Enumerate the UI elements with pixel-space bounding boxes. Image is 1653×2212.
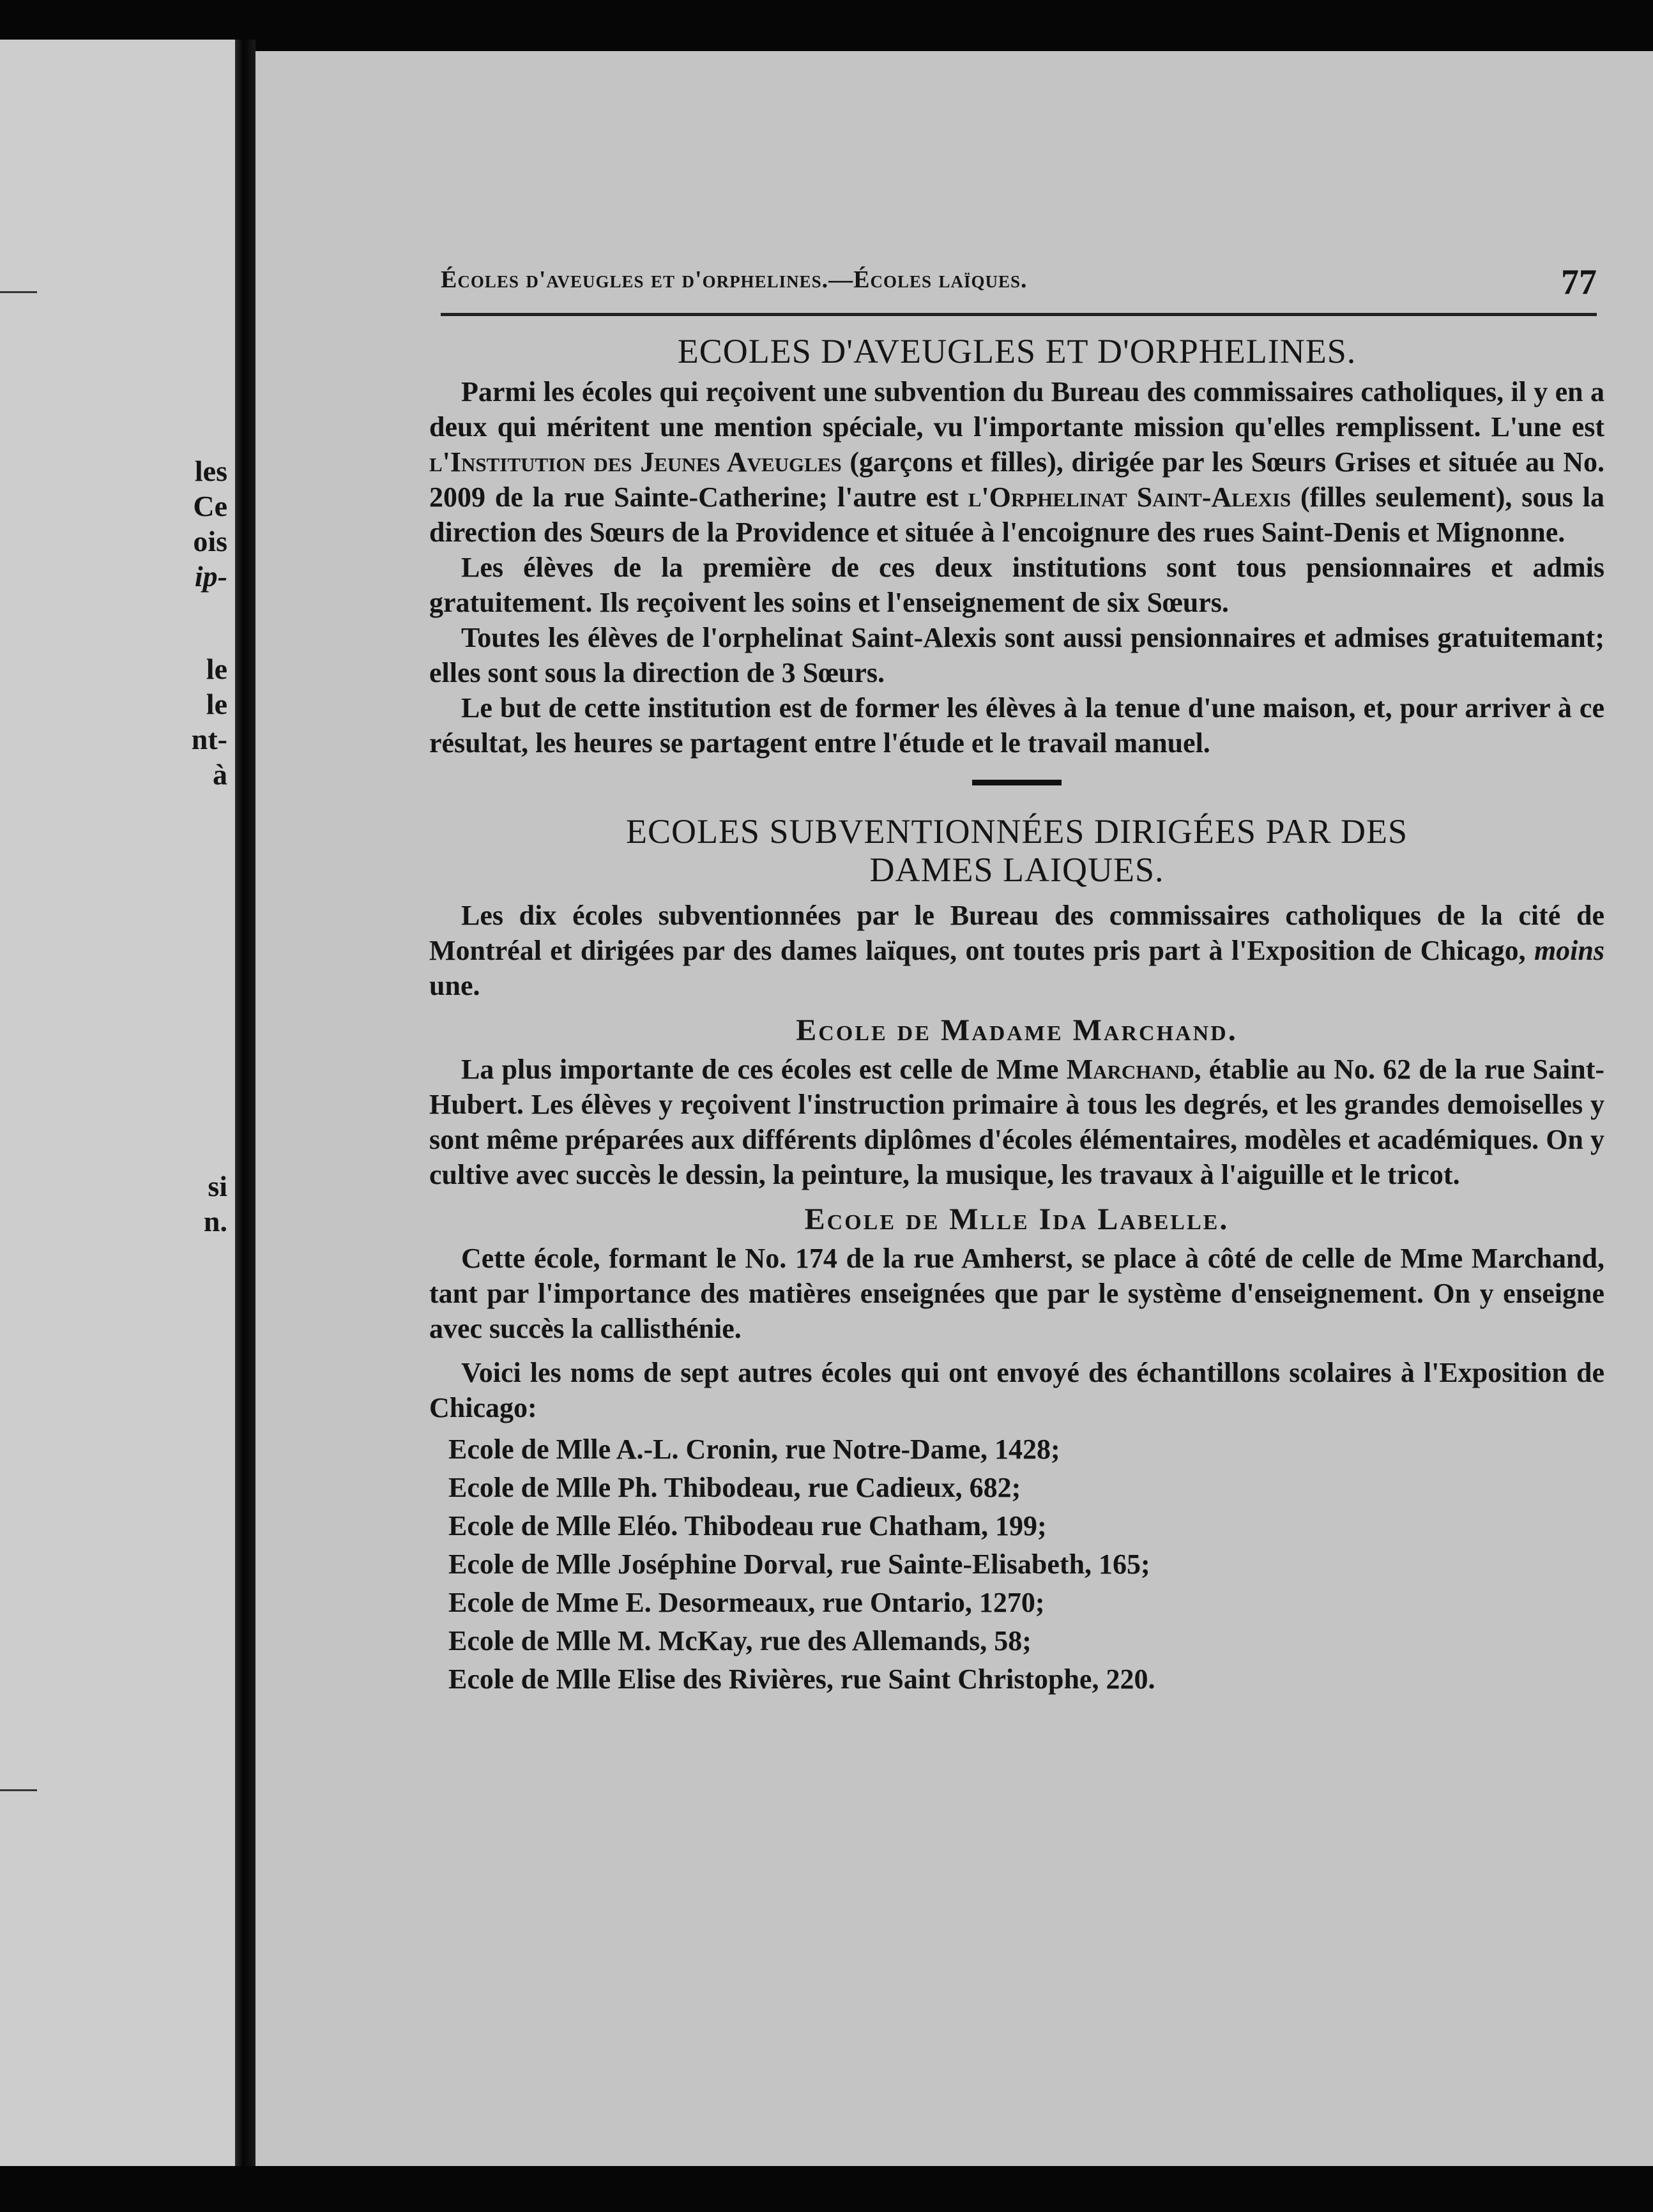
paragraph (429, 898, 1604, 1003)
text-run: Les dix écoles subventionnées par le Bureau des commissaires catholiques de la cité de Montréal et dirigées par des dames laïques, ont toutes pris part à l'Exposition de Chicago, (429, 900, 1604, 966)
text-run: (garçons et filles), dirigée par les Sœurs Grises et située au No. 2009 de la rue Sainte-Catherine; l'autre est (429, 446, 1604, 513)
left-page-fragment: nt- (191, 723, 227, 755)
left-page-fragment: si (208, 1170, 227, 1202)
text-run: Parmi les écoles qui reçoivent une subvention du Bureau des commissaires catholiques, il y en a deux qui méritent une mention spéciale, vu l'importante mission qu'elles remplissent. L'une est (429, 376, 1604, 443)
left-page-fragment: Ce (193, 490, 227, 522)
paragraph (429, 1052, 1604, 1192)
text-run: (filles seulement), sous la direction des Sœurs de la Providence et située à l'encoignure des rues Saint-Denis et Mignonne. (429, 481, 1604, 548)
paragraph: Les élèves de la première de ces deux institutions sont tous pensionnaires et admis gratuitement. Ils reçoivent les soins et l'enseignement de six Sœurs. (429, 552, 1604, 618)
paragraph: Toutes les élèves de l'orphelinat Saint-Alexis sont aussi pensionnaires et admises gratuitemant; elles sont sous la direction de 3 Sœurs. (429, 622, 1604, 688)
text-run: , établie au No. 62 de la rue Saint-Hubert. Les élèves y reçoivent l'instruction primaire à tous les degrés, et les grandes demoiselles y sont même préparées aux différents diplômes d'écoles élémentaires, modèles et académiques. On y cultive avec succès le dessin, la peinture, la musique, les travaux à l'aiguille et le tricot. (429, 1054, 1604, 1190)
left-page-fragment: le (206, 653, 227, 685)
left-page-edge (0, 40, 235, 2166)
text-run: La plus importante de ces écoles est celle de Mme (461, 1054, 1067, 1085)
subheading-marchand: Ecole de Madame Marchand. (796, 1013, 1238, 1047)
left-page-fragment: le (206, 688, 227, 720)
section-separator (972, 780, 1062, 785)
paragraph: Voici les noms de sept autres écoles qui ont envoyé des échantillons scolaires à l'Exposition de Chicago: (429, 1357, 1604, 1423)
subheading-labelle: Ecole de Mlle Ida Labelle. (804, 1202, 1230, 1236)
school-list-item: Ecole de Mlle M. McKay, rue des Allemands, 58; (448, 1625, 1032, 1656)
left-page-fragment: ois (193, 525, 227, 557)
left-page-rule (0, 1789, 37, 1791)
school-list-item: Ecole de Mlle Joséphine Dorval, rue Sainte-Elisabeth, 165; (448, 1549, 1150, 1580)
book-gutter (235, 40, 255, 2166)
school-list-item: Ecole de Mlle A.-L. Cronin, rue Notre-Dame, 1428; (448, 1434, 1060, 1465)
emphasis: moins (1534, 935, 1604, 966)
school-list-item: Ecole de Mlle Eléo. Thibodeau rue Chatham, 199; (448, 1510, 1047, 1542)
running-title: Écoles d'aveugles et d'orphelines.—Écoles laïques. (441, 266, 1028, 293)
header-rule (441, 313, 1597, 316)
title-line: DAMES LAIQUES. (869, 851, 1164, 889)
section-title-dames-laiques (429, 812, 1604, 889)
left-page-fragment: n. (203, 1205, 227, 1238)
school-list-item: Ecole de Mlle Ph. Thibodeau, rue Cadieux, 682; (448, 1472, 1021, 1503)
paragraph (429, 374, 1604, 550)
text-run: une. (429, 970, 480, 1001)
title-line: ECOLES SUBVENTIONNÉES DIRIGÉES PAR DES (625, 812, 1408, 851)
institution-name: l'Orphelinat Saint-Alexis (968, 481, 1291, 513)
school-list-item: Ecole de Mlle Elise des Rivières, rue Saint Christophe, 220. (448, 1663, 1155, 1695)
school-list-item: Ecole de Mme E. Desormeaux, rue Ontario, 1270; (448, 1587, 1045, 1618)
paragraph: Cette école, formant le No. 174 de la rue Amherst, se place à côté de celle de Mme Marchand, tant par l'importance des matières enseignées que par le système d'enseignement. On y enseigne avec succès la callisthénie. (429, 1243, 1604, 1344)
right-page (255, 51, 1653, 2166)
section-title-aveugles: ECOLES D'AVEUGLES ET D'ORPHELINES. (677, 332, 1357, 370)
left-page-fragment: les (194, 455, 227, 487)
left-page-rule (0, 291, 37, 293)
left-page-fragment: ip- (194, 560, 227, 593)
left-page-fragment: à (213, 758, 227, 791)
institution-name: l'Institution des Jeunes Aveugles (429, 446, 842, 478)
running-head (441, 262, 1597, 307)
school-list (429, 1430, 1604, 1699)
page-body (429, 332, 1604, 1699)
person-name: Marchand (1066, 1054, 1194, 1085)
paragraph: Le but de cette institution est de former les élèves à la tenue d'une maison, et, pour arriver à ce résultat, les heures se partagent entre l'étude et le travail manuel. (429, 692, 1604, 759)
page-number: 77 (1561, 262, 1597, 302)
